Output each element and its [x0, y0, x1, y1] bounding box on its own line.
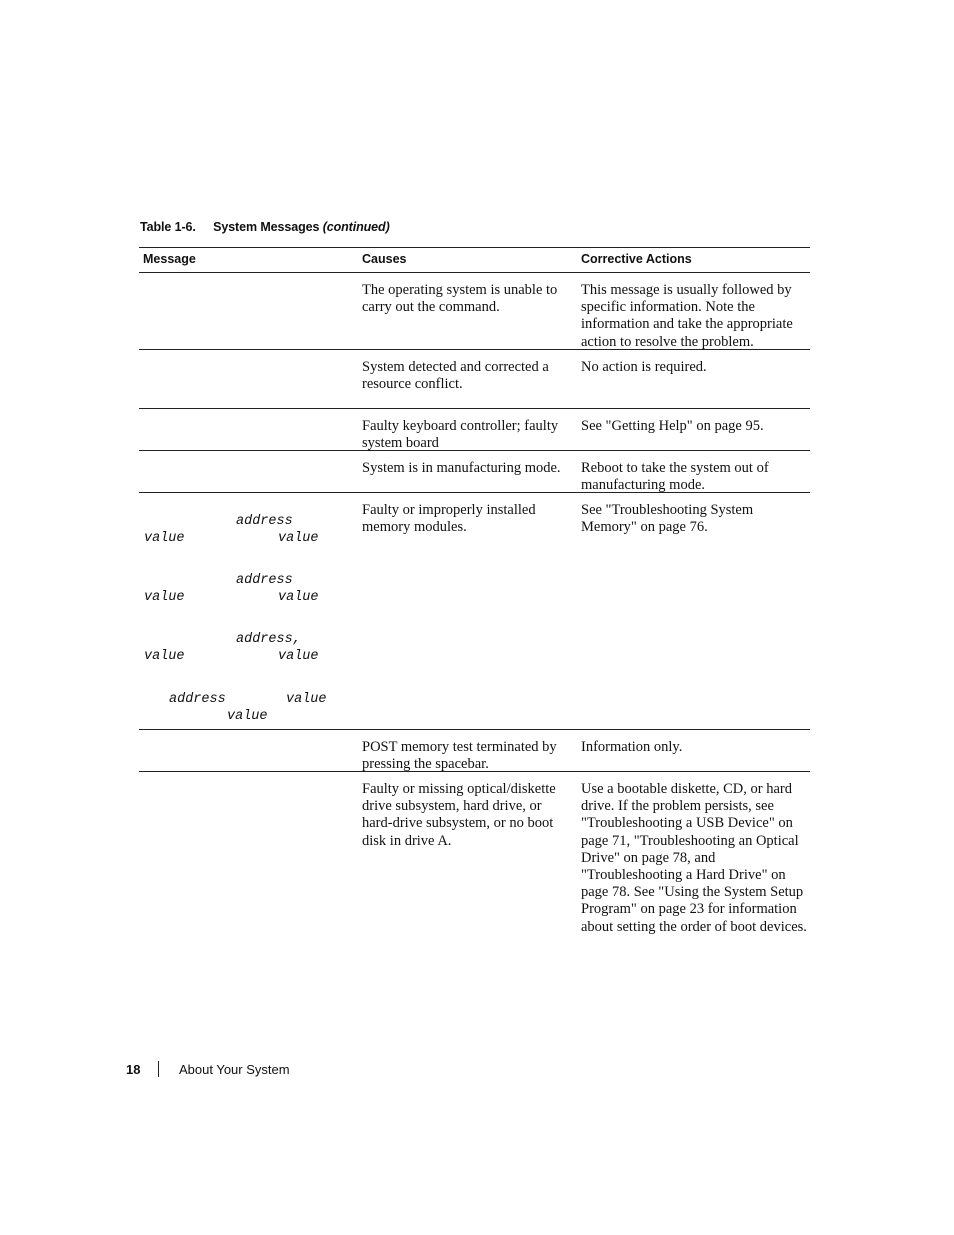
causes-cell: System is in manufacturing mode. [362, 460, 561, 476]
causes-cell: Faulty or improperly installed memory modules. [362, 502, 536, 536]
message-cell [139, 451, 358, 494]
header-message: Message [143, 252, 196, 266]
message-fragment: address [236, 573, 293, 588]
actions-cell: This message is usually followed by specific information. Note the information and take the appropriate action to resolve the problem. [581, 282, 793, 350]
message-fragment: value [144, 590, 185, 605]
actions-cell: Use a bootable diskette, CD, or hard drive. If the problem persists, see "Troubleshooting a USB Device" on page 71, "Troubleshooting an Optical Drive" on page 78, and "Troubleshooting a Hard Drive" on page 78. See "Using the System Setup Program" on page 23 for information about setting the order of boot devices. [581, 781, 807, 935]
causes-cell: POST memory test terminated by pressing the spacebar. [362, 739, 557, 773]
causes-cell: The operating system is unable to carry out the command. [362, 282, 558, 316]
causes-cell: Faulty keyboard controller; faulty system board [362, 418, 559, 452]
actions-cell: No action is required. [581, 359, 707, 375]
message-fragment: value [144, 531, 185, 546]
message-fragment: value [278, 531, 319, 546]
message-cell [139, 273, 358, 351]
header-causes: Causes [362, 252, 407, 266]
message-cell [139, 493, 358, 729]
table-row [139, 273, 810, 350]
table-row [139, 493, 810, 730]
actions-cell: See "Troubleshooting System Memory" on page 76. [581, 502, 754, 536]
table-row [139, 409, 810, 451]
message-cell [139, 350, 358, 408]
actions-cell: See "Getting Help" on page 95. [581, 418, 764, 434]
header-actions: Corrective Actions [581, 252, 692, 266]
section-title: About Your System [179, 1062, 290, 1077]
table-row [139, 772, 810, 935]
system-messages-table [139, 247, 810, 935]
actions-cell: Information only. [581, 739, 683, 755]
caption-continued: (continued) [322, 220, 390, 234]
table-caption [140, 220, 390, 234]
caption-title: System Messages [213, 220, 320, 234]
footer-divider [158, 1061, 159, 1077]
message-cell [139, 772, 358, 936]
causes-cell: Faulty or missing optical/diskette drive subsystem, hard drive, or hard-drive subsystem, or no boot disk in drive A. [362, 781, 556, 849]
message-fragment: address, [236, 632, 301, 647]
caption-number: Table 1-6. [140, 220, 196, 234]
message-fragment: address [169, 692, 226, 707]
message-fragment: value [278, 590, 319, 605]
table-header-row [139, 248, 810, 273]
message-cell [139, 409, 358, 452]
table-row [139, 350, 810, 409]
actions-cell: Reboot to take the system out of manufacturing mode. [581, 460, 769, 494]
table-row [139, 451, 810, 493]
message-fragment: value [278, 649, 319, 664]
message-cell [139, 730, 358, 773]
message-fragment: value [227, 709, 268, 724]
message-fragment: address [236, 514, 293, 529]
causes-cell: System detected and corrected a resource conflict. [362, 359, 549, 393]
message-fragment: value [286, 692, 327, 707]
page-number: 18 [126, 1062, 141, 1077]
message-fragment: value [144, 649, 185, 664]
table-row [139, 730, 810, 772]
